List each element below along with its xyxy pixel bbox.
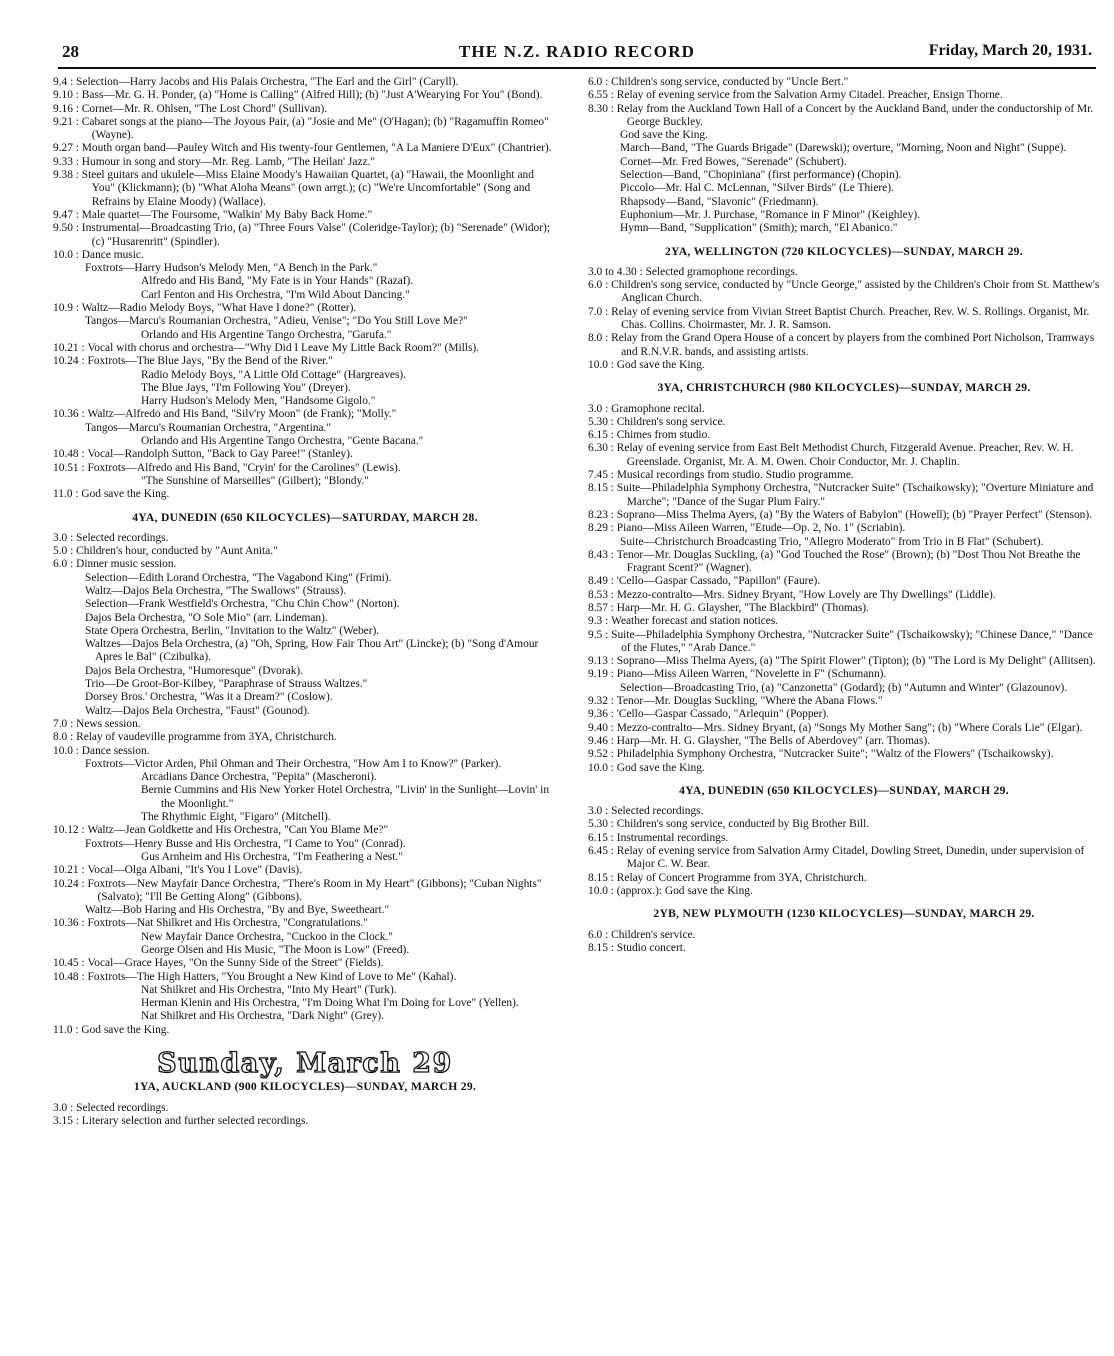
continuation-entry: Arcadians Dance Orchestra, "Pepita" (Mascheroni). [141,771,377,784]
continuation-entry: Nat Shilkret and His Orchestra, "Dark Night" (Grey). [141,1010,385,1023]
entry-text: Harp—Mr. H. G. Glaysher, "The Blackbird" (Thomas). [616,601,869,614]
programme-entry [53,302,557,315]
entry-time: 6.0 : [588,76,612,88]
entry-time: 10.51 : [53,461,88,474]
entry-time: 9.3 : [588,615,612,628]
entry-time: 8.29 : [588,522,617,535]
entry-text: Bass—Mr. G. H. Ponder, (a) "Home is Calling" (Alfred Hill); (b) "Just A'Wearying For You" (Bond). [81,89,543,102]
programme-entry [53,103,557,116]
programme-entry [588,76,1100,89]
sub-entry: State Opera Orchestra, Berlin, "Invitation to the Waltz" (Weber). [85,624,380,637]
entry-time: 9.52 : [588,748,617,761]
programme-entry [53,209,557,222]
entry-time: 3.0 to 4.30 : [588,265,646,278]
entry-time: 10.12 : [53,824,88,837]
sub-entry: Waltz—Dajos Bela Orchestra, "Faust" (Gounod). [85,704,310,717]
programme-entry [588,872,1100,885]
programme-entry [53,462,557,475]
sub-entry: Dorsey Bros.' Orchestra, "Was it a Dream?" (Coslow). [85,691,333,704]
entry-text: Selection—Harry Jacobs and His Palais Orchestra, "The Earl and the Girl" (Caryll). [76,76,459,88]
programme-entry [588,695,1100,708]
programme-entry [53,824,557,837]
sub-entry: March—Band, "The Guards Brigade" (Darewski); overture, "Morning, Noon and Night" (Suppe). [620,142,1067,155]
section-heading-4ya-sunday: 4YA, DUNEDIN (650 KILOCYCLES)—SUNDAY, MARCH 29. [679,783,1009,797]
listing-2yb [588,929,1100,956]
entry-time: 9.21 : [53,115,82,128]
continuation-entry: The Blue Jays, "I'm Following You" (Dreyer). [141,381,351,394]
entry-time: 10.0 : [53,744,82,757]
entry-text: Harp—Mr. H. G. Glaysher, "The Bells of Aberdovey" (arr. Thomas). [616,734,931,747]
programme-entry [588,805,1100,818]
sub-entry: Selection—Edith Lorand Orchestra, "The Vagabond King" (Frimi). [85,571,392,584]
entry-time: 5.0 : [53,545,77,558]
entry-time: 10.36 : [53,408,88,421]
sub-entry: Piccolo—Mr. Hal C. McLennan, "Silver Birds" (Le Thiere). [620,182,894,195]
entry-time: 6.30 : [588,442,617,455]
entry-text: Children's hour, conducted by "Aunt Anita." [76,545,278,558]
entry-text: Waltz—Jean Goldkette and His Orchestra, "Can You Blame Me?" [87,824,389,837]
entry-time: 10.24 : [53,355,88,368]
listing-1ya-sunday [53,1102,557,1129]
entry-time: 6.15 : [588,429,617,442]
programme-entry [53,1115,557,1128]
programme-entry [53,545,557,558]
sub-entry: Rhapsody—Band, "Slavonic" (Friedmann). [620,195,819,208]
programme-entry [53,745,557,758]
programme-entry [53,864,557,877]
entry-time: 10.48 : [53,448,88,461]
entry-time: 8.57 : [588,601,617,614]
entry-time: 8.0 : [53,731,77,744]
entry-time: 6.0 : [588,279,612,292]
section-heading-1ya-sunday: 1YA, AUCKLAND (900 KILOCYCLES)—SUNDAY, MARCH 29. [133,1080,477,1094]
continuation-entry: Harry Hudson's Melody Men, "Handsome Gigolo." [141,395,376,408]
sub-entry: Foxtrots—Victor Arden, Phil Ohman and Their Orchestra, "How Am I to Know?" (Parker). [85,757,502,770]
entry-text: God save the King. [616,358,705,371]
continuation-entry: Bernie Cummins and His New Yorker Hotel Orchestra, "Livin' in the Sunlight—Lovin' in the Moonlight." [141,784,550,810]
entry-time: 10.36 : [53,917,88,930]
programme-entry [53,718,557,731]
entry-text: 'Cello—Gaspar Cassado, "Papillon" (Faure). [616,575,821,588]
entry-text: 'Cello—Gaspar Cassado, "Arlequin" (Popper). [616,708,830,721]
entry-time: 10.0 : [588,884,617,897]
entry-time: 9.27 : [53,142,82,155]
listing-2ya [588,266,1100,372]
programme-entry [53,957,557,970]
entry-time: 7.0 : [53,717,77,730]
sub-entry: Foxtrots—Harry Hudson's Melody Men, "A Bench in the Park." [85,262,378,275]
programme-entry [53,142,557,155]
listing-1ya-dance [53,262,557,501]
sub-entry: Tangos—Marcu's Roumanian Orchestra, "Argentina." [85,421,332,434]
entry-text: Steel guitars and ukulele—Miss Elaine Moody's Hawaiian Quartet, (a) "Hawaii, the Moonlight and You" (Klickmann); (b) "What Aloha Means" (own arrgt.); (c) "We're Uncomfortable" (Song and Refrains by Elaine Moody) (Wallace). [81,169,534,208]
continuation-entry: George Olsen and His Music, "The Moon is Low" (Freed). [141,944,410,956]
programme-entry [588,306,1100,333]
entry-text: Vocal—Randolph Sutton, "Back to Gay Paree!" (Stanley). [87,448,353,461]
entry-text: News session. [76,717,141,730]
entry-time: 9.38 : [53,169,82,182]
continuation-entry: Gus Arnheim and His Orchestra, "I'm Feathering a Nest." [141,850,403,863]
programme-entry [588,89,1100,102]
sub-entry: Tangos—Marcu's Roumanian Orchestra, "Adieu, Venise"; "Do You Still Love Me?" [85,315,468,328]
entry-text: God save the King. [81,1023,170,1036]
entry-text: Chimes from studio. [616,429,711,442]
continuation-entry: "The Sunshine of Marseilles" (Gilbert); "Blondy." [141,474,369,487]
sub-entry: Cornet—Mr. Fred Bowes, "Serenade" (Schubert). [620,155,847,168]
entry-text: Relay of evening service from the Salvation Army Citadel. Preacher, Ensign Thorne. [616,89,1003,102]
entry-text: Piano—Miss Aileen Warren, "Novelette in F" (Schumann). [616,668,887,681]
programme-entry [588,359,1100,372]
entry-text: Instrumental recordings. [616,831,729,844]
entry-time: 9.10 : [53,89,82,102]
entry-time: 9.13 : [588,655,617,668]
sub-entry: Euphonium—Mr. J. Purchase, "Romance in F Minor" (Keighley). [620,208,921,221]
entry-text: Vocal—Grace Hayes, "On the Sunny Side of the Street" (Fields). [87,957,384,970]
entry-time: 8.15 : [588,871,617,884]
programme-entry [53,731,557,744]
programme-entry [588,575,1100,588]
page-number: 28 [62,42,79,61]
entry-text: Weather forecast and station notices. [611,615,779,628]
entry-text: God save the King. [81,488,170,501]
programme-entry [588,655,1100,668]
entry-text: Children's song service, conducted by "Uncle George," assisted by the Children's Choir from St. Matthew's Anglican Church. [611,279,1100,305]
entry-text: Relay from the Grand Opera House of a concert by players from the combined Port Nicholson, Tramways and R.N.V.R. bands, and assisting artists. [611,332,1095,358]
programme-entry [588,416,1100,429]
issue-date: Friday, March 20, 1931. [928,42,1092,59]
continuation-entry: Carl Fenton and His Orchestra, "I'm Wild About Dancing." [141,288,410,301]
entry-time: 8.30 : [588,102,617,115]
programme-entry [53,116,557,143]
entry-text: Relay from the Auckland Town Hall of a Concert by the Auckland Band, under the conductorship of Mr. George Buckley. [616,102,1094,128]
entry-time: 8.49 : [588,575,617,588]
header-rule [58,67,1096,69]
entry-text: God save the King. [616,761,705,774]
entry-text: Soprano—Miss Thelma Ayers, (a) "The Spirit Flower" (Tipton); (b) "The Lord is My Delight" (Allitsen). [616,655,1096,668]
entry-time: 3.0 : [53,1101,77,1114]
entry-text: Selected recordings. [611,805,704,818]
entry-time: 3.0 : [588,805,612,818]
sub-entry: Selection—Frank Westfield's Orchestra, "Chu Chin Chow" (Norton). [85,598,400,611]
sub-entry: Selection—Broadcasting Trio, (a) "Canzonetta" (Godard); (b) "Autumn and Winter" (Glazounov). [620,681,1068,694]
continuation-entry: Radio Melody Boys, "A Little Old Cottage" (Hargreaves). [141,368,407,381]
programme-entry [53,1024,557,1037]
programme-entry [53,408,557,421]
entry-text: Foxtrots—The Blue Jays, "By the Bend of the River." [87,355,333,368]
programme-entry [53,76,557,89]
entry-time: 9.33 : [53,155,82,168]
entry-text: Suite—Philadelphia Symphony Orchestra, "Nutcracker Suite" (Tschaikowsky); "Overture Miniature and Marche"; "Dance of the Sugar Plum Fairy." [616,482,1094,508]
continuation-entry: Nat Shilkret and His Orchestra, "Into My Heart" (Turk). [141,983,397,996]
entry-text: Male quartet—The Foursome, "Walkin' My Baby Back Home." [81,208,373,221]
programme-entry [588,549,1100,576]
entry-time: 10.0 : [588,358,617,371]
continuation-entry: Herman Klenin and His Orchestra, "I'm Doing What I'm Doing for Love" (Yellen). [141,997,519,1010]
entry-text: Vocal with chorus and orchestra—"Why Did I Leave My Little Back Room?" (Mills). [87,341,480,354]
listing-4ya-sunday [588,805,1100,898]
entry-text: Piano—Miss Aileen Warren, "Etude—Op. 2, No. 1" (Scriabin). [616,522,906,535]
entry-text: Children's song service, conducted by Big Brother Bill. [616,818,870,831]
entry-text: Soprano—Miss Thelma Ayers, (a) "By the Waters of Babylon" (Howell); (b) "Prayer Perfect" (Stenson). [616,508,1093,521]
left-column [53,76,557,1128]
entry-text: Musical recordings from studio. Studio programme. [616,469,854,482]
entry-time: 6.45 : [588,845,617,858]
programme-entry [588,748,1100,761]
entry-text: Foxtrots—Nat Shilkret and His Orchestra, "Congratulations." [87,917,368,930]
section-heading-2yb: 2YB, NEW PLYMOUTH (1230 KILOCYCLES)—SUNDAY, MARCH 29. [653,907,1035,921]
entry-text: Selected recordings. [76,531,169,544]
programme-entry [588,429,1100,442]
continuation-entry: Alfredo and His Band, "My Fate is in Your Hands" (Razaf). [141,275,414,288]
entry-text: Relay of Concert Programme from 3YA, Christchurch. [616,871,867,884]
programme-entry [53,355,557,368]
programme-entry [53,971,557,984]
programme-entry [588,818,1100,831]
entry-time: 10.21 : [53,864,88,877]
entry-time: 8.15 : [588,482,617,495]
entry-time: 10.24 : [53,877,88,890]
entry-time: 6.0 : [53,558,77,571]
entry-text: Mezzo-contralto—Mrs. Sidney Bryant, "How Lovely are Thy Dwellings" (Liddle). [616,588,996,601]
programme-entry [588,469,1100,482]
entry-time: 9.5 : [588,628,612,641]
programme-entry [588,482,1100,509]
entry-time: 6.55 : [588,89,617,102]
entry-time: 9.40 : [588,721,617,734]
entry-text: Tenor—Mr. Douglas Suckling, "Where the Abana Flows." [616,695,883,708]
sub-entry: Dajos Bela Orchestra, "O Sole Mio" (arr. Lindeman). [85,611,328,624]
entry-time: 10.21 : [53,341,88,354]
entry-time: 9.32 : [588,695,617,708]
entry-time: 10.9 : [53,302,82,315]
sub-entry: Waltz—Bob Haring and His Orchestra, "By and Bye, Sweetheart." [85,904,390,917]
programme-entry [588,103,1100,130]
entry-time: 8.43 : [588,548,617,561]
entry-time: 7.0 : [588,305,612,318]
sub-entry: Suite—Christchurch Broadcasting Trio, "Allegro Moderato" from Trio in B Flat" (Schubert). [620,535,1044,548]
programme-entry [53,558,557,571]
entry-time: 7.45 : [588,469,617,482]
listing-1ya-saturday-cont [53,76,557,262]
entry-text: Cornet—Mr. R. Ohlsen, "The Lost Chord" (Sullivan). [81,102,328,115]
programme-entry [588,762,1100,775]
entry-time: 9.19 : [588,668,617,681]
sub-entry: Selection—Band, "Chopiniana" (first performance) (Chopin). [620,169,902,182]
continuation-entry: New Mayfair Dance Orchestra, "Cuckoo in the Clock." [141,930,393,943]
programme-entry [588,629,1100,656]
continuation-entry: Orlando and His Argentine Tango Orchestra, "Garufa." [141,328,392,341]
entry-time: 11.0 : [53,488,82,501]
entry-time: 11.0 : [53,1023,82,1036]
programme-entry [588,266,1100,279]
entry-text: Studio concert. [616,941,686,954]
entry-time: 8.15 : [588,941,617,954]
programme-entry [53,249,557,262]
entry-time: 3.15 : [53,1114,82,1127]
entry-text: Literary selection and further selected recordings. [81,1114,309,1127]
entry-text: Cabaret songs at the piano—The Joyous Pair, (a) "Josie and Me" (O'Hagan); (b) "Ragamuffin Romeo" (Wayne). [81,115,549,142]
entry-time: 9.16 : [53,102,82,115]
listing-4ya-saturday [53,532,557,1037]
sub-entry: Waltz—Dajos Bela Orchestra, "The Swallows" (Strauss). [85,584,347,597]
listing-3ya [588,403,1100,775]
entry-time: 3.0 : [588,402,612,415]
programme-entry [53,342,557,355]
programme-entry [588,509,1100,522]
entry-text: Relay of evening service from East Belt Methodist Church, Fitzgerald Avenue. Preacher, Rev. W. H. Greenslade. Organist, Mr. A. M. Owen. Choir Conductor, Mr. J. Chaplin. [616,442,1074,468]
entry-time: 8.0 : [588,332,612,345]
right-column [588,76,1100,955]
programme-entry [588,279,1100,306]
entry-time: 10.0 : [588,761,617,774]
entry-time: 9.4 : [53,76,77,88]
entry-time: 9.50 : [53,222,82,235]
entry-time: 9.36 : [588,708,617,721]
programme-entry [588,332,1100,359]
programme-entry [588,602,1100,615]
section-heading-4ya-saturday: 4YA, DUNEDIN (650 KILOCYCLES)—SATURDAY, MARCH 28. [132,510,478,524]
entry-time: 8.53 : [588,588,617,601]
entry-time: 3.0 : [53,531,77,544]
continuation-entry: Orlando and His Argentine Tango Orchestra, "Gente Bacana." [141,435,424,448]
entry-time: 8.23 : [588,508,617,521]
entry-text: Humour in song and story—Mr. Reg. Lamb, "The Heilan' Jazz." [81,155,376,168]
entry-text: Dinner music session. [76,558,177,571]
entry-text: Suite—Philadelphia Symphony Orchestra, "Nutcracker Suite" (Tschaikowsky); "Chinese Dance," "Dance of the Flutes," "Arab Dance." [611,628,1093,654]
section-heading-2ya: 2YA, WELLINGTON (720 KILOCYCLES)—SUNDAY, MARCH 29. [665,244,1023,258]
entry-text: Mezzo-contralto—Mrs. Sidney Bryant, (a) "Songs My Mother Sang"; (b) "Where Corals Lie" (Elgar). [616,721,1083,734]
section-heading-3ya: 3YA, CHRISTCHURCH (980 KILOCYCLES)—SUNDAY, MARCH 29. [657,381,1031,395]
entry-text: Vocal—Olga Albani, "It's You I Love" (Davis). [87,864,303,877]
entry-text: Dance music. [81,248,144,261]
entry-text: Waltz—Radio Melody Boys, "What Have I done?" (Rotter). [81,302,357,315]
programme-entry [53,448,557,461]
entry-time: 10.0 : [53,248,82,261]
sunday-heading: Sunday, March 29 [157,1048,453,1080]
sub-entry: Trio—De Groot-Bor-Kilbey, "Paraphrase of Strauss Waltzes." [85,678,368,691]
programme-entry [588,735,1100,748]
entry-time: 10.48 : [53,970,88,983]
entry-time: 5.30 : [588,818,617,831]
programme-entry [588,929,1100,942]
entry-text: Waltz—Alfredo and His Band, "Silv'ry Moon" (de Frank); "Molly." [87,408,397,421]
programme-entry [53,89,557,102]
entry-text: Selected recordings. [76,1101,169,1114]
entry-text: Relay of evening service from Salvation Army Citadel, Dowling Street, Dunedin, under supervision of Major C. W. Bear. [616,845,1085,871]
programme-entry [53,878,557,905]
entry-text: Children's song service. [616,415,726,428]
programme-entry [588,722,1100,735]
entry-time: 10.45 : [53,957,88,970]
entry-text: Children's service. [611,928,696,941]
entry-text: Tenor—Mr. Douglas Suckling, (a) "God Touched the Rose" (Brown); (b) "Dost Thou Not Breathe the Fragrant Scent?" (Wagner). [616,548,1081,575]
programme-entry [588,403,1100,416]
entry-text: (approx.): God save the King. [616,884,753,897]
publication-title: THE N.Z. RADIO RECORD [458,42,696,61]
programme-entry [588,668,1100,681]
programme-entry [53,488,557,501]
listing-1ya-sunday-cont [588,76,1100,236]
entry-time: 6.0 : [588,928,612,941]
entry-time: 9.47 : [53,208,82,221]
programme-entry [588,885,1100,898]
entry-text: Philadelphia Symphony Orchestra, "Nutcracker Suite"; "Waltz of the Flowers" (Tschaikowsky). [616,748,1054,761]
sub-entry: Waltzes—Dajos Bela Orchestra, (a) "Oh, Spring, How Fair Thou Art" (Lincke); (b) "Song d'Amour Apres le Bal" (Czibulka). [85,638,539,664]
programme-entry [53,1102,557,1115]
programme-entry [588,942,1100,955]
programme-entry [588,442,1100,469]
entry-text: Children's song service, conducted by "Uncle Bert." [611,76,849,88]
entry-text: Foxtrots—New Mayfair Dance Orchestra, "There's Room in My Heart" (Gibbons); "Cuban Nights" (Salvato); "I'll Be Getting Along" (Gibbons). [87,877,542,903]
entry-text: Relay of evening service from Vivian Street Baptist Church. Preacher, Rev. W. S. Rollings. Organist, Mr. Chas. Collins. Choirmaster, Mr. J. R. Samson. [611,305,1090,332]
programme-entry [588,589,1100,602]
entry-time: 9.46 : [588,734,617,747]
sub-entry: Foxtrots—Henry Busse and His Orchestra, "I Came to You" (Conrad). [85,837,406,850]
entry-text: Relay of vaudeville programme from 3YA, Christchurch. [76,731,337,744]
programme-entry [588,832,1100,845]
entry-time: 5.30 : [588,415,617,428]
programme-entry [53,917,557,930]
entry-text: Mouth organ band—Pauley Witch and His twenty-four Gentlemen, "A La Maniere D'Eux" (Chantrier). [81,142,552,155]
programme-entry [588,845,1100,872]
programme-entry [53,532,557,545]
entry-text: Gramophone recital. [611,402,705,415]
programme-entry [53,222,557,249]
page-header [62,42,1092,66]
sub-entry: Hymn—Band, "Supplication" (Smith); march, "El Abanico." [620,222,898,235]
entry-text: Foxtrots—The High Hatters, "You Brought a New Kind of Love to Me" (Kahal). [87,970,457,983]
programme-entry [53,169,557,209]
sub-entry: God save the King. [620,129,708,142]
programme-entry [588,522,1100,535]
sub-entry: Dajos Bela Orchestra, "Humoresque" (Dvorak). [85,664,304,677]
programme-entry [588,615,1100,628]
entry-text: Foxtrots—Alfredo and His Band, "Cryin' for the Carolines" (Lewis). [87,461,401,474]
entry-time: 6.15 : [588,831,617,844]
continuation-entry: The Rhythmic Eight, "Figaro" (Mitchell). [141,811,331,824]
entry-text: Dance session. [81,744,150,757]
programme-entry [588,708,1100,721]
programme-entry [53,156,557,169]
entry-text: Selected gramophone recordings. [645,265,798,278]
entry-text: Instrumental—Broadcasting Trio, (a) "Three Fours Valse" (Coleridge-Taylor); (b) "Serenade" (Widor); (c) "Husarenritt" (Spindler). [81,222,551,248]
